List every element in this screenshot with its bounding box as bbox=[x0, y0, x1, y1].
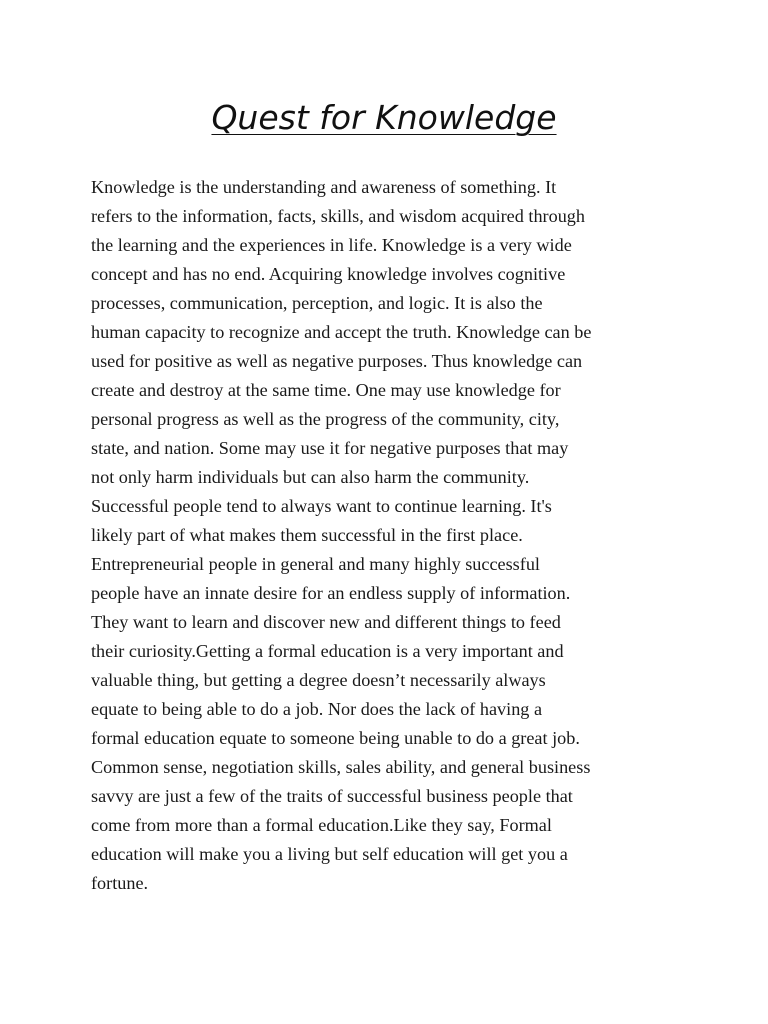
paragraph-line: They want to learn and discover new and different things to feed bbox=[91, 612, 561, 632]
paragraph-line: Successful people tend to always want to continue learning. It's bbox=[91, 496, 552, 516]
paragraph-line: personal progress as well as the progress of the community, city, bbox=[91, 409, 560, 429]
paragraph-line: formal education equate to someone being unable to do a great job. bbox=[91, 728, 580, 748]
paragraph-line: state, and nation. Some may use it for negative purposes that may bbox=[91, 438, 569, 458]
paragraph-line: used for positive as well as negative purposes. Thus knowledge can bbox=[91, 351, 583, 371]
paragraph-line: the learning and the experiences in life. Knowledge is a very wide bbox=[91, 235, 572, 255]
paragraph-line: processes, communication, perception, and logic. It is also the bbox=[91, 293, 543, 313]
paragraph-line: come from more than a formal education.Like they say, Formal bbox=[91, 815, 552, 835]
document-title bbox=[0, 92, 768, 144]
paragraph-line: their curiosity.Getting a formal education is a very important and bbox=[91, 641, 564, 661]
paragraph-line: equate to being able to do a job. Nor does the lack of having a bbox=[91, 699, 543, 719]
paragraph-line: valuable thing, but getting a degree doesn’t necessarily always bbox=[91, 670, 546, 690]
paragraph-line: create and destroy at the same time. One may use knowledge for bbox=[91, 380, 561, 400]
paragraph-line: fortune. bbox=[91, 873, 149, 893]
paragraph-line: refers to the information, facts, skills, and wisdom acquired through bbox=[91, 206, 585, 226]
paragraph-line: savvy are just a few of the traits of successful business people that bbox=[91, 786, 573, 806]
paragraph-line: likely part of what makes them successful in the first place. bbox=[91, 525, 523, 545]
paragraph-line: people have an innate desire for an endless supply of information. bbox=[91, 583, 571, 603]
paragraph-line: Common sense, negotiation skills, sales ability, and general business bbox=[91, 757, 591, 777]
paragraph-line: education will make you a living but self education will get you a bbox=[91, 844, 568, 864]
paragraph-line: not only harm individuals but can also harm the community. bbox=[91, 467, 530, 487]
paragraph-line: concept and has no end. Acquiring knowledge involves cognitive bbox=[91, 264, 566, 284]
body-paragraph bbox=[91, 173, 691, 898]
document-title-text: Quest for Knowledge bbox=[211, 98, 557, 137]
paragraph-line: human capacity to recognize and accept the truth. Knowledge can be bbox=[91, 322, 592, 342]
paragraph-line: Knowledge is the understanding and awareness of something. It bbox=[91, 177, 557, 197]
paragraph-line: Entrepreneurial people in general and many highly successful bbox=[91, 554, 540, 574]
